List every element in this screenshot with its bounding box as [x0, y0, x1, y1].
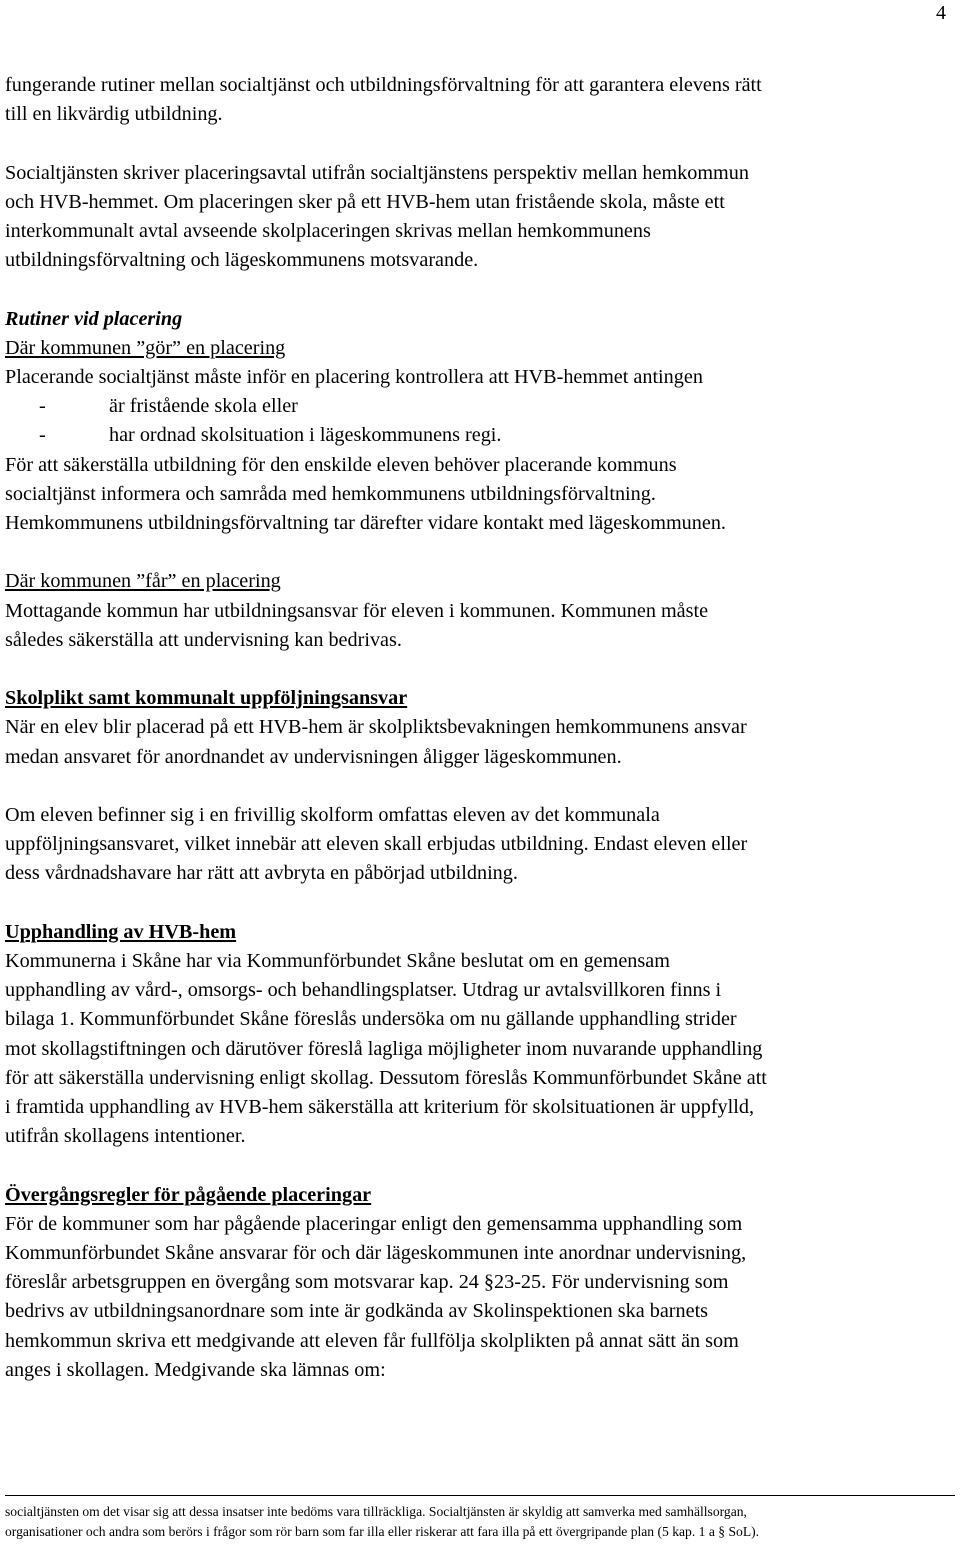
footnote-line: socialtjänsten om det visar sig att dessa insatser inte bedöms vara tillräckliga. Socialtjänsten är skyldig att samverka med samhällsorgan,	[5, 1504, 747, 1519]
footnote-separator	[5, 1495, 955, 1496]
paragraph-line: När en elev blir placerad på ett HVB-hem är skolpliktsbevakningen hemkommunens ansvar	[5, 716, 747, 739]
subheading-gor: Där kommunen ”gör” en placering	[5, 336, 286, 359]
paragraph-line: utbildningsförvaltning och lägeskommunens motsvarande.	[5, 249, 479, 272]
paragraph-line: För de kommuner som har pågående placeringar enligt den gemensamma upphandling som	[5, 1212, 743, 1235]
paragraph-line: interkommunalt avtal avseende skolplaceringen skrivas mellan hemkommunens	[5, 220, 651, 242]
paragraph-line: till en likvärdig utbildning.	[5, 103, 223, 126]
list-item-text: har ordnad skolsituation i lägeskommunens regi.	[109, 424, 502, 447]
section-heading-upphandling: Upphandling av HVB-hem	[5, 920, 237, 943]
paragraph-line: således säkerställa att undervisning kan bedrivas.	[5, 628, 402, 651]
page-number: 4	[936, 2, 946, 24]
paragraph-line: fungerande rutiner mellan socialtjänst och utbildningsförvaltning för att garantera elevens rätt	[5, 74, 762, 96]
paragraph-line: Mottagande kommun har utbildningsansvar för eleven i kommunen. Kommunen måste	[5, 599, 709, 622]
paragraph-line: Om eleven befinner sig i en frivillig skolform omfattas eleven av det kommunala	[5, 804, 660, 826]
paragraph-line: i framtida upphandling av HVB-hem säkerställa att kriterium för skolsituationen är uppfylld,	[5, 1096, 754, 1119]
paragraph-line: och HVB-hemmet. Om placeringen sker på ett HVB-hem utan fristående skola, måste ett	[5, 190, 725, 213]
list-item	[5, 421, 955, 450]
paragraph-line: hemkommun skriva ett medgivande att eleven får fullfölja skolplikten på annat sätt än som	[5, 1329, 739, 1352]
section-heading-skolplikt: Skolplikt samt kommunalt uppföljningsansvar	[5, 687, 408, 710]
paragraph-line: upphandling av vård-, omsorgs- och behandlingsplatser. Utdrag ur avtalsvillkoren finns i	[5, 979, 722, 1002]
section-heading-rutiner: Rutiner vid placering	[5, 307, 183, 330]
list-item-text: är fristående skola eller	[109, 395, 298, 418]
bullet-dash: -	[39, 424, 46, 447]
paragraph-line: Socialtjänsten skriver placeringsavtal utifrån socialtjänstens perspektiv mellan hemkommun	[5, 161, 749, 184]
paragraph-line: dess vårdnadshavare har rätt att avbryta en påbörjad utbildning.	[5, 862, 518, 885]
paragraph-line: föreslår arbetsgruppen en övergång som motsvarar kap. 24 §23-25. För undervisning som	[5, 1271, 729, 1294]
paragraph-line: Kommunförbundet Skåne ansvarar för och där lägeskommunen inte anordnar undervisning,	[5, 1242, 747, 1265]
footnote	[5, 1502, 960, 1542]
section-heading-overgang: Övergångsregler för pågående placeringar	[5, 1183, 372, 1206]
footnote-line: organisationer och andra som berörs i frågor som rör barn som far illa eller riskerar att fara illa på ett övergripande plan (5 kap. 1 a § SoL).	[5, 1524, 760, 1539]
paragraph-line: för att säkerställa undervisning enligt skollag. Dessutom föreslås Kommunförbundet Skåne att	[5, 1066, 767, 1089]
subheading-far: Där kommunen ”får” en placering	[5, 570, 281, 593]
paragraph-line: Placerande socialtjänst måste inför en placering kontrollera att HVB-hemmet antingen	[5, 366, 703, 388]
paragraph-line: socialtjänst informera och samråda med hemkommunens utbildningsförvaltning.	[5, 482, 656, 505]
paragraph-line: bilaga 1. Kommunförbundet Skåne föreslås undersöka om nu gällande upphandling strider	[5, 1008, 737, 1031]
paragraph-line: bedrivs av utbildningsanordnare som inte är godkända av Skolinspektionen ska barnets	[5, 1300, 709, 1323]
paragraph-line: mot skollagstiftningen och därutöver föreslå lagliga möjligheter inom nuvarande upphandling	[5, 1037, 763, 1060]
paragraph-line: medan ansvaret för anordnandet av undervisningen åligger lägeskommunen.	[5, 745, 622, 768]
paragraph-line: Kommunerna i Skåne har via Kommunförbundet Skåne beslutat om en gemensam	[5, 950, 670, 972]
list-item	[5, 392, 955, 421]
paragraph-line: uppföljningsansvaret, vilket innebär att eleven skall erbjudas utbildning. Endast eleven eller	[5, 833, 748, 856]
document-body	[5, 71, 955, 1385]
paragraph-line: utifrån skollagens intentioner.	[5, 1125, 246, 1148]
paragraph-line: Hemkommunens utbildningsförvaltning tar därefter vidare kontakt med lägeskommunen.	[5, 512, 726, 535]
paragraph-line: anges i skollagen. Medgivande ska lämnas om:	[5, 1358, 386, 1381]
bullet-dash: -	[39, 395, 46, 418]
paragraph-line: För att säkerställa utbildning för den enskilde eleven behöver placerande kommuns	[5, 453, 677, 476]
